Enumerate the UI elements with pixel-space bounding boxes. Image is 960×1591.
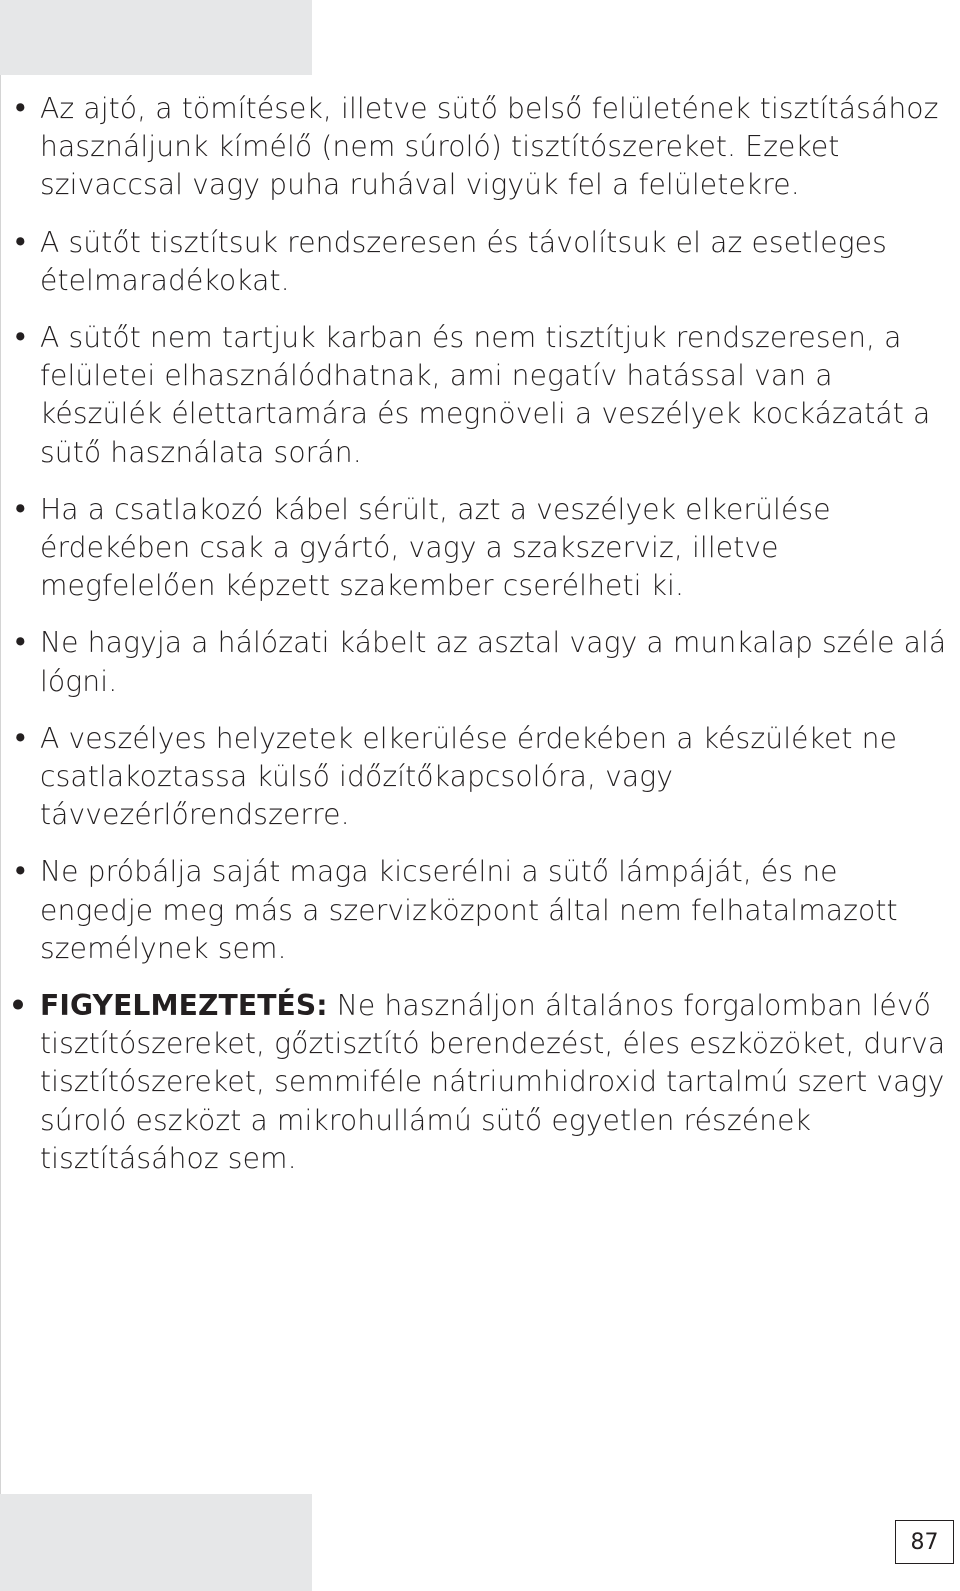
warning-item xyxy=(0,987,950,1178)
bullet-icon: • xyxy=(12,855,29,889)
bullet-icon: • xyxy=(12,721,29,755)
list-item xyxy=(0,624,950,700)
bullet-icon: • xyxy=(12,626,29,660)
bottom-gray-tab xyxy=(0,1494,312,1591)
list-item xyxy=(0,90,950,205)
warning-text: Ne használjon általános forgalomban lévő tisztítószereket, gőztisztító berendezést, éles eszközöket, durva tisztítószereket, semmiféle nátriumhidroxid tartalmú szert vagy súroló eszközt a mikrohullámú sütő egyetlen részének tisztításához sem. xyxy=(40,989,946,1175)
list-item-text: Ne próbálja saját maga kicserélni a sütő lámpáját, és ne engedje meg más a szervizközpont által nem felhatalmazott személynek sem. xyxy=(40,855,898,965)
bullet-icon: • xyxy=(12,92,29,125)
list-item xyxy=(0,224,950,300)
bullet-icon: • xyxy=(12,492,29,526)
bullet-icon: • xyxy=(12,225,29,259)
bullet-list xyxy=(0,90,950,1197)
list-item xyxy=(0,853,950,968)
page-number: 87 xyxy=(895,1520,954,1564)
bullet-icon: • xyxy=(12,321,29,355)
top-gray-tab xyxy=(0,0,312,75)
list-item-text: A veszélyes helyzetek elkerülése érdekében a készüléket ne csatlakoztassa külső időzítőkapcsolóra, vagy távvezérlőrendszerre. xyxy=(40,721,898,832)
list-item-text: Az ajtó, a tömítések, illetve sütő belső felületének tisztításához használjunk kímélő (nem súroló) tisztítószereket. Ezeket szivaccsal vagy puha ruhával vigyük fel a felületekre. xyxy=(40,92,939,202)
bullet-icon: • xyxy=(9,989,28,1023)
list-item xyxy=(0,720,950,835)
list-item-text: A sütőt tisztítsuk rendszeresen és távolítsuk el az esetleges ételmaradékokat. xyxy=(40,225,887,297)
list-item-text: Ne hagyja a hálózati kábelt az asztal vagy a munkalap széle alá lógni. xyxy=(40,626,947,698)
list-item-text: Ha a csatlakozó kábel sérült, azt a veszélyek elkerülése érdekében csak a gyártó, vagy a szakszerviz, illetve megfelelően képzett szakember cserélheti ki. xyxy=(40,492,831,603)
list-item xyxy=(0,491,950,606)
list-item-text: A sütőt nem tartjuk karban és nem tisztítjuk rendszeresen, a felületei elhasználódhatnak, ami negatív hatással van a készülék élettartamára és megnöveli a veszélyek kockázatát a sütő használata során. xyxy=(40,321,931,469)
warning-label: FIGYELMEZTETÉS: xyxy=(40,989,328,1023)
list-item xyxy=(0,319,950,472)
